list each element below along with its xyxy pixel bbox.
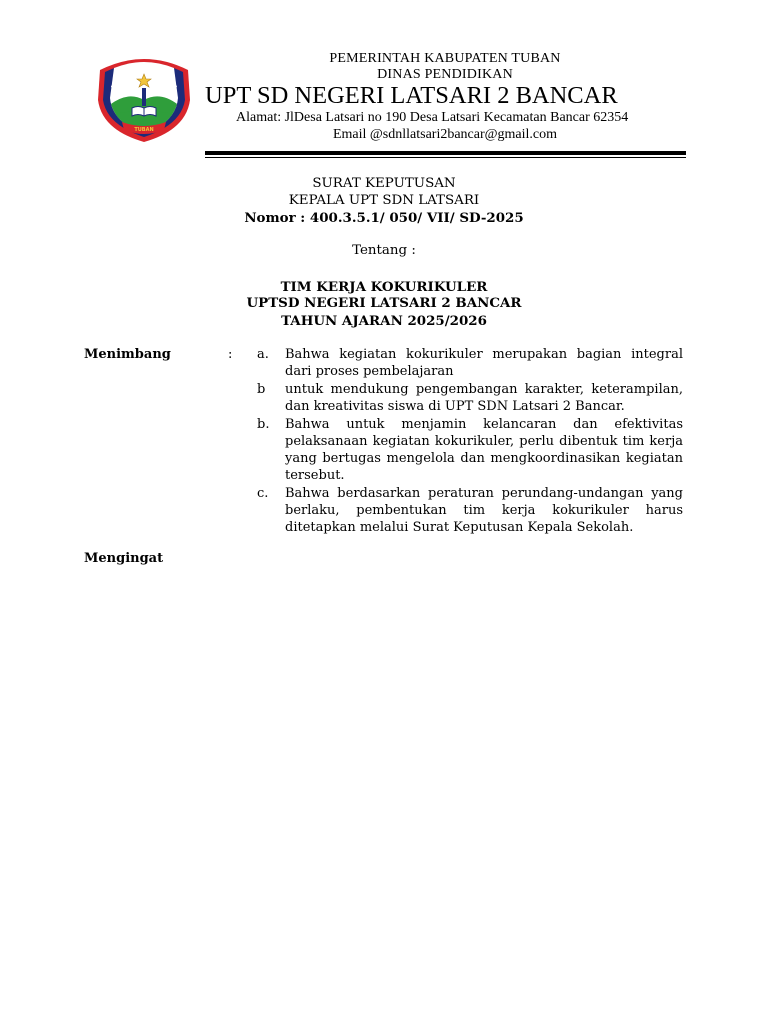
menimbang-label: Menimbang: [84, 347, 171, 362]
document-number: Nomor : 400.3.5.1/ 050/ VII/ SD-2025: [244, 210, 524, 226]
letterhead-divider-thick: [205, 151, 686, 155]
item-marker: b: [257, 382, 266, 397]
item-marker: c.: [257, 486, 269, 501]
school-name: UPT SD NEGERI LATSARI 2 BANCAR: [205, 82, 618, 109]
item-text: untuk mendukung pengembangan karakter, keterampilan, dan kreativitas siswa di UPT SDN Latsari 2 Bancar.: [285, 382, 683, 414]
menimbang-list: [257, 346, 683, 537]
menimbang-item: [257, 346, 683, 380]
department-name: DINAS PENDIDIKAN: [377, 67, 513, 82]
menimbang-item: [257, 381, 683, 415]
subject-line-3: TAHUN AJARAN 2025/2026: [281, 313, 487, 329]
item-text: Bahwa berdasarkan peraturan perundang-undangan yang berlaku, pembentukan tim kerja kokurikuler harus ditetapkan melalui Surat Keputusan Kepala Sekolah.: [285, 486, 683, 535]
subject-line-2: UPTSD NEGERI LATSARI 2 BANCAR: [246, 295, 522, 311]
item-marker: a.: [257, 347, 269, 362]
emblem-bottom-text: TUBAN: [134, 127, 154, 133]
mengingat-label: Mengingat: [84, 551, 164, 566]
government-name: PEMERINTAH KABUPATEN TUBAN: [329, 51, 561, 66]
item-text: Bahwa kegiatan kokurikuler merupakan bagian integral dari proses pembelajaran: [285, 347, 683, 379]
issuer-title: KEPALA UPT SDN LATSARI: [288, 193, 480, 208]
menimbang-item: [257, 485, 683, 536]
menimbang-item: [257, 416, 683, 484]
item-text: Bahwa untuk menjamin kelancaran dan efektivitas pelaksanaan kegiatan kokurikuler, perlu dibentuk tim kerja yang bertugas mengelola dan mengkoordinasikan kegiatan tersebut.: [285, 417, 683, 483]
emblem-top-text: SD NEGERI LATSARI II BANCAR: [110, 66, 178, 91]
letterhead-divider-thin: [205, 157, 686, 158]
school-email: Email @sdnllatsari2bancar@gmail.com: [332, 127, 558, 142]
document-type: SURAT KEPUTUSAN: [312, 176, 456, 191]
about-label: Tentang :: [352, 243, 416, 258]
school-emblem-icon: [96, 50, 192, 142]
item-marker: b.: [257, 417, 270, 432]
menimbang-colon: :: [228, 347, 233, 362]
subject-line-1: TIM KERJA KOKURIKULER: [280, 279, 488, 295]
school-address: Alamat: JlDesa Latsari no 190 Desa Latsari Kecamatan Bancar 62354: [236, 110, 629, 125]
